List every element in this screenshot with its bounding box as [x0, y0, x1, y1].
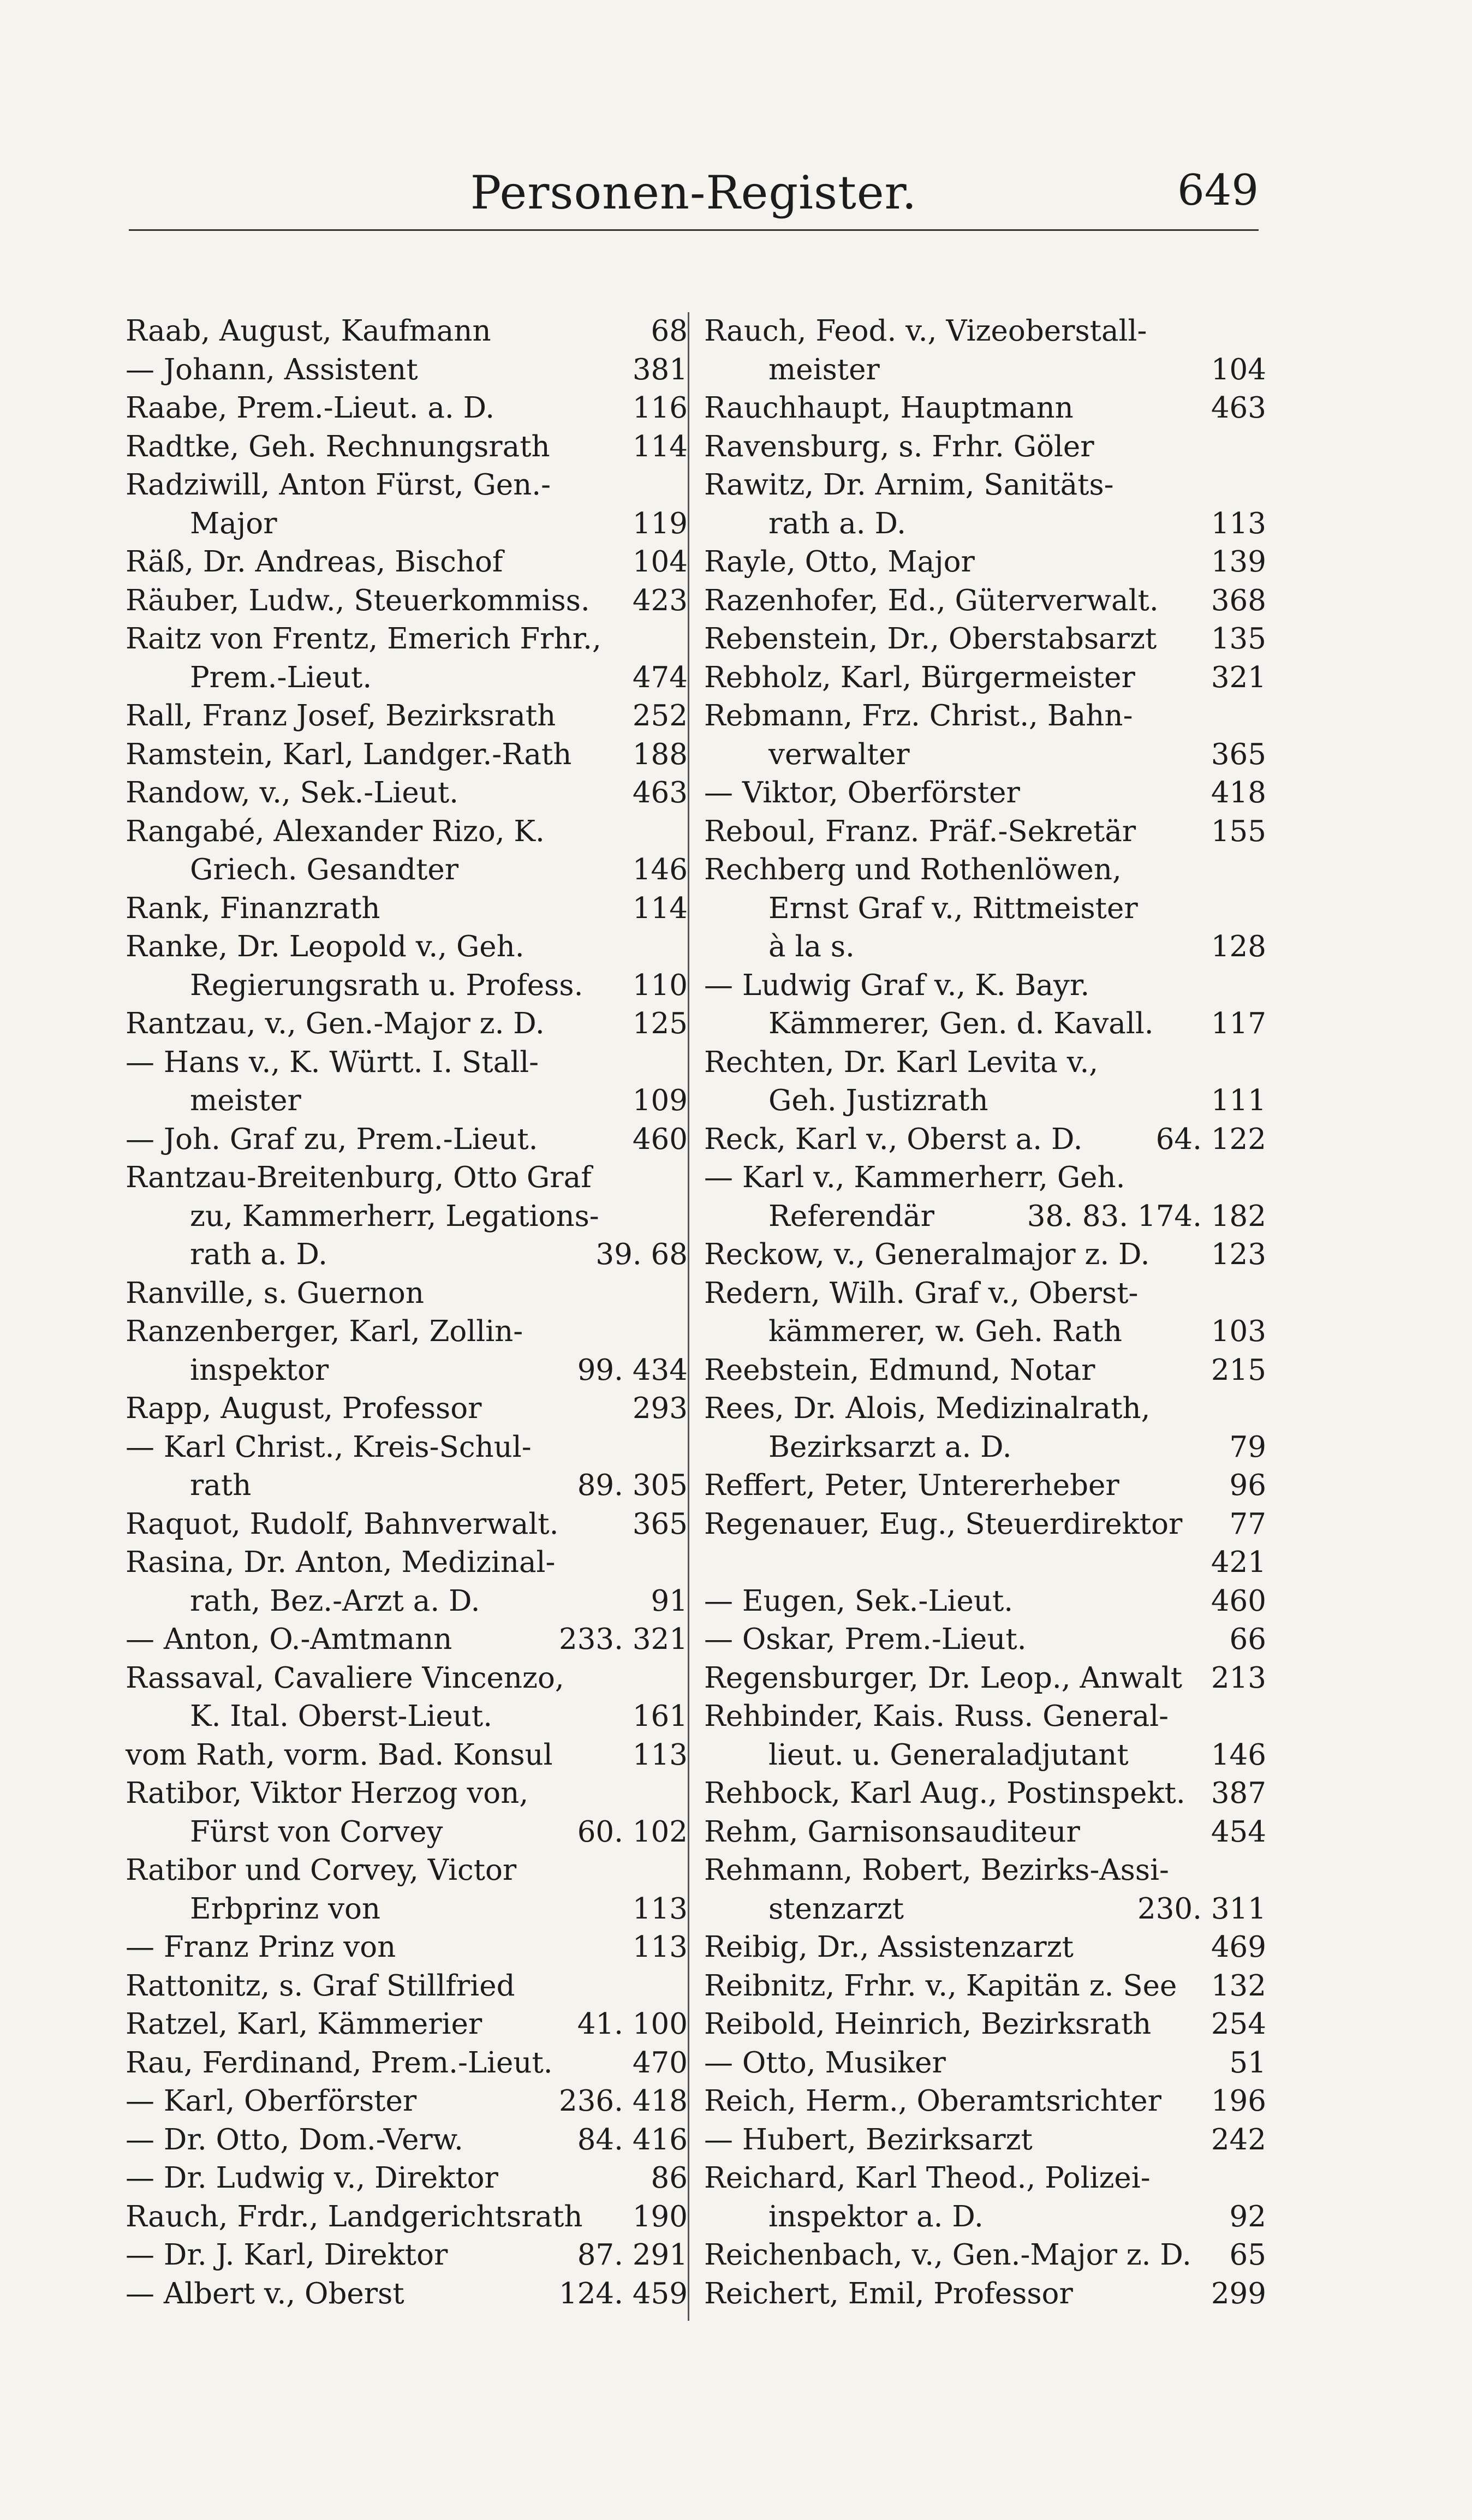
entry-pages: 109 — [632, 1084, 688, 1117]
entry-text: — Karl v., Kammerherr, Geh. — [704, 1161, 1125, 1194]
entry-text: — Karl, Oberförster — [126, 2084, 417, 2118]
entry-text: Rayle, Otto, Major — [704, 545, 975, 579]
register-line — [126, 1582, 688, 1621]
entry-text: — Karl Christ., Kreis-Schul- — [126, 1430, 532, 1464]
entry-pages: 86 — [651, 2161, 688, 2195]
register-line — [704, 2159, 1266, 2198]
entry-pages: 293 — [632, 1392, 688, 1425]
entry-pages: 96 — [1229, 1469, 1266, 1502]
entry-text: Reichenbach, v., Gen.-Major z. D. — [704, 2238, 1191, 2272]
entry-pages: 68 — [651, 314, 688, 348]
register-line — [704, 2082, 1266, 2121]
register-line — [126, 659, 688, 698]
register-line — [704, 1082, 1266, 1121]
entry-pages: 60. 102 — [577, 1815, 688, 1849]
entry-text: zu, Kammerherr, Legations- — [190, 1199, 599, 1233]
entry-pages: 368 — [1211, 583, 1266, 617]
entry-text: Reffert, Peter, Untererheber — [704, 1469, 1119, 1502]
entry-pages: 421 — [1211, 1546, 1266, 1579]
entry-text: Referendär — [768, 1199, 934, 1233]
register-line — [704, 1928, 1266, 1967]
register-line — [704, 1313, 1266, 1351]
right-column — [704, 312, 1266, 2313]
entry-pages: 99. 434 — [577, 1353, 688, 1387]
register-line — [126, 2275, 688, 2314]
register-line — [126, 1621, 688, 1659]
entry-pages: 190 — [632, 2200, 688, 2233]
entry-text: Ranzenberger, Karl, Zollin- — [126, 1315, 523, 1348]
register-line — [704, 312, 1266, 351]
entry-pages: 91 — [651, 1584, 688, 1618]
entry-text: rath, Bez.-Arzt a. D. — [190, 1584, 480, 1618]
register-line — [704, 1774, 1266, 1813]
entry-pages: 125 — [632, 1007, 688, 1040]
entry-pages: 454 — [1211, 1815, 1266, 1849]
entry-pages: 161 — [632, 1700, 688, 1733]
entry-text: — Dr. Otto, Dom.-Verw. — [126, 2123, 463, 2156]
entry-text: — Otto, Musiker — [704, 2046, 946, 2080]
entry-text: Randow, v., Sek.-Lieut. — [126, 776, 458, 809]
entry-pages: 236. 418 — [558, 2084, 688, 2118]
entry-text: Fürst von Corvey — [190, 1815, 443, 1849]
entry-pages: 135 — [1211, 622, 1266, 656]
entry-text: Raquot, Rudolf, Bahnverwalt. — [126, 1507, 559, 1541]
register-line — [704, 2044, 1266, 2083]
entry-pages: 460 — [1211, 1584, 1266, 1618]
entry-text: Rebholz, Karl, Bürgermeister — [704, 660, 1135, 694]
register-line — [704, 1274, 1266, 1313]
register-line — [704, 928, 1266, 967]
register-line — [704, 1890, 1266, 1929]
register-line — [126, 2159, 688, 2198]
entry-text: Major — [190, 507, 277, 540]
register-line — [126, 582, 688, 621]
register-line — [704, 697, 1266, 736]
register-line — [126, 813, 688, 851]
register-line — [126, 1121, 688, 1159]
register-line — [126, 1544, 688, 1582]
entry-text: Rehm, Garnisonsauditeur — [704, 1815, 1080, 1849]
register-line — [704, 1505, 1266, 1544]
entry-text: Bezirksarzt a. D. — [768, 1430, 1012, 1464]
entry-text: Rebenstein, Dr., Oberstabsarzt — [704, 622, 1157, 656]
entry-text: Rauch, Frdr., Landgerichtsrath — [126, 2200, 583, 2233]
entry-pages: 463 — [1211, 391, 1266, 425]
register-line — [126, 1044, 688, 1082]
entry-text: Rebmann, Frz. Christ., Bahn- — [704, 699, 1133, 732]
register-line — [704, 1159, 1266, 1198]
entry-text: Rattonitz, s. Graf Stillfried — [126, 1969, 515, 2003]
entry-pages: 104 — [1211, 353, 1266, 386]
entry-text: Ramstein, Karl, Landger.-Rath — [126, 737, 572, 771]
entry-text: Radziwill, Anton Fürst, Gen.- — [126, 468, 551, 502]
entry-text: — Joh. Graf zu, Prem.-Lieut. — [126, 1122, 538, 1156]
entry-pages: 230. 311 — [1137, 1892, 1266, 1926]
entry-pages: 38. 83. 174. 182 — [1027, 1199, 1266, 1233]
register-line — [126, 967, 688, 1005]
entry-text: stenzarzt — [768, 1892, 904, 1926]
register-line — [704, 1005, 1266, 1044]
entry-pages: 365 — [632, 1507, 688, 1541]
register-line — [704, 2275, 1266, 2314]
entry-text: Prem.-Lieut. — [190, 660, 372, 694]
entry-text: Rehmann, Robert, Bezirks-Assi- — [704, 1854, 1169, 1887]
register-line — [126, 2044, 688, 2083]
register-line — [126, 1467, 688, 1505]
entry-pages: 233. 321 — [558, 1623, 688, 1656]
entry-pages: 299 — [1211, 2277, 1266, 2310]
entry-text: Reckow, v., Generalmajor z. D. — [704, 1238, 1150, 1271]
register-line — [126, 1428, 688, 1467]
register-line — [704, 1390, 1266, 1428]
left-column — [126, 312, 688, 2313]
entry-text: Geh. Justizrath — [768, 1084, 988, 1117]
register-line — [704, 1621, 1266, 1659]
entry-pages: 92 — [1229, 2200, 1266, 2233]
entry-pages: 113 — [632, 1892, 688, 1926]
entry-text: Ratzel, Karl, Kämmerier — [126, 2007, 482, 2041]
entry-text: Griech. Gesandter — [190, 853, 459, 886]
entry-text: — Hubert, Bezirksarzt — [704, 2123, 1033, 2156]
entry-text: — Dr. Ludwig v., Direktor — [126, 2161, 498, 2195]
entry-pages: 119 — [632, 507, 688, 540]
register-line — [126, 1505, 688, 1544]
entry-pages: 213 — [1211, 1661, 1266, 1695]
entry-pages: 114 — [632, 891, 688, 925]
entry-text: — Hans v., K. Württ. I. Stall- — [126, 1045, 539, 1079]
entry-text: Rasina, Dr. Anton, Medizinal- — [126, 1546, 556, 1579]
entry-text: verwalter — [768, 737, 910, 771]
entry-pages: 254 — [1211, 2007, 1266, 2041]
entry-text: Reebstein, Edmund, Notar — [704, 1353, 1095, 1387]
register-line — [126, 389, 688, 428]
entry-pages: 66 — [1229, 1623, 1266, 1656]
entry-text: Ranville, s. Guernon — [126, 1276, 424, 1310]
entry-text: Radtke, Geh. Rechnungsrath — [126, 430, 550, 463]
entry-pages: 114 — [632, 430, 688, 463]
entry-pages: 146 — [1211, 1738, 1266, 1772]
entry-pages: 117 — [1211, 1007, 1266, 1040]
register-line — [126, 890, 688, 928]
register-line — [704, 389, 1266, 428]
register-line — [126, 1082, 688, 1121]
register-line — [704, 1044, 1266, 1082]
entry-pages: 79 — [1229, 1430, 1266, 1464]
entry-text: — Albert v., Oberst — [126, 2277, 404, 2310]
entry-pages: 51 — [1229, 2046, 1266, 2080]
entry-text: Reibig, Dr., Assistenzarzt — [704, 1931, 1074, 1964]
entry-text: Raabe, Prem.-Lieut. a. D. — [126, 391, 495, 425]
entry-text: Rassaval, Cavaliere Vincenzo, — [126, 1661, 564, 1695]
register-line — [126, 1659, 688, 1698]
entry-pages: 463 — [632, 776, 688, 809]
entry-text: — Ludwig Graf v., K. Bayr. — [704, 968, 1090, 1002]
entry-text: Rall, Franz Josef, Bezirksrath — [126, 699, 556, 732]
entry-pages: 104 — [632, 545, 688, 579]
entry-text: Reichert, Emil, Professor — [704, 2277, 1073, 2310]
entry-pages: 460 — [632, 1122, 688, 1156]
register-line — [126, 1236, 688, 1274]
entry-text: Redern, Wilh. Graf v., Oberst- — [704, 1276, 1139, 1310]
register-line — [126, 505, 688, 544]
register-line — [126, 928, 688, 967]
entry-pages: 128 — [1211, 930, 1266, 963]
entry-text: Regensburger, Dr. Leop., Anwalt — [704, 1661, 1183, 1695]
register-line — [126, 1851, 688, 1890]
column-divider — [688, 312, 689, 2321]
register-line — [704, 620, 1266, 659]
entry-pages: 188 — [632, 737, 688, 771]
entry-text: Rantzau, v., Gen.-Major z. D. — [126, 1007, 545, 1040]
register-line — [704, 466, 1266, 505]
entry-text: — Dr. J. Karl, Direktor — [126, 2238, 448, 2272]
register-line — [704, 2198, 1266, 2237]
page-number: 649 — [1177, 166, 1259, 215]
entry-text: rath a. D. — [768, 507, 906, 540]
register-line — [704, 1467, 1266, 1505]
entry-pages: 113 — [1211, 507, 1266, 540]
entry-pages: 103 — [1211, 1315, 1266, 1348]
entry-pages: 423 — [632, 583, 688, 617]
register-line — [704, 813, 1266, 851]
register-line — [126, 736, 688, 775]
register-line — [126, 697, 688, 736]
entry-text: Raab, August, Kaufmann — [126, 314, 491, 348]
register-line — [126, 2236, 688, 2275]
register-line — [126, 620, 688, 659]
register-line — [126, 1198, 688, 1236]
register-line — [126, 543, 688, 582]
entry-pages: 139 — [1211, 545, 1266, 579]
entry-text: Ravensburg, s. Frhr. Göler — [704, 430, 1094, 463]
register-line — [126, 2198, 688, 2237]
entry-text: Rauchhaupt, Hauptmann — [704, 391, 1074, 425]
register-line — [704, 1428, 1266, 1467]
entry-text: rath a. D. — [190, 1238, 327, 1271]
entry-text: vom Rath, vorm. Bad. Konsul — [126, 1738, 553, 1772]
entry-pages: 39. 68 — [595, 1238, 688, 1271]
entry-text: Räß, Dr. Andreas, Bischof — [126, 545, 503, 579]
entry-text: lieut. u. Generaladjutant — [768, 1738, 1129, 1772]
register-line — [704, 582, 1266, 621]
entry-pages: 123 — [1211, 1238, 1266, 1271]
entry-pages: 124. 459 — [558, 2277, 688, 2310]
register-line — [126, 851, 688, 890]
entry-pages: 252 — [632, 699, 688, 732]
register-line — [126, 2121, 688, 2160]
entry-text: Rauch, Feod. v., Vizeoberstall- — [704, 314, 1147, 348]
register-line — [704, 428, 1266, 467]
entry-text: Rank, Finanzrath — [126, 891, 380, 925]
entry-text: kämmerer, w. Geh. Rath — [768, 1315, 1122, 1348]
register-line — [704, 1544, 1266, 1582]
entry-text: Ernst Graf v., Rittmeister — [768, 891, 1138, 925]
entry-text: Rapp, August, Professor — [126, 1392, 482, 1425]
entry-pages: 113 — [632, 1738, 688, 1772]
register-line — [704, 736, 1266, 775]
entry-text: Rees, Dr. Alois, Medizinalrath, — [704, 1392, 1151, 1425]
entry-pages: 113 — [632, 1931, 688, 1964]
entry-text: Reibold, Heinrich, Bezirksrath — [704, 2007, 1152, 2041]
register-line — [704, 505, 1266, 544]
page-title: Personen-Register. — [470, 166, 917, 219]
entry-text: Ratibor und Corvey, Victor — [126, 1854, 517, 1887]
register-line — [704, 543, 1266, 582]
entry-pages: 132 — [1211, 1969, 1266, 2003]
entry-text: Rantzau-Breitenburg, Otto Graf — [126, 1161, 592, 1194]
entry-pages: 41. 100 — [577, 2007, 688, 2041]
entry-text: Reboul, Franz. Präf.-Sekretär — [704, 814, 1136, 848]
entry-text: meister — [768, 353, 880, 386]
entry-text: — Viktor, Oberförster — [704, 776, 1020, 809]
entry-pages: 155 — [1211, 814, 1266, 848]
register-line — [126, 2005, 688, 2044]
register-line — [704, 851, 1266, 890]
register-line — [126, 1813, 688, 1852]
entry-pages: 65 — [1229, 2238, 1266, 2272]
entry-pages: 110 — [632, 968, 688, 1002]
register-line — [126, 1890, 688, 1929]
entry-text: Kämmerer, Gen. d. Kavall. — [768, 1007, 1154, 1040]
entry-pages: 111 — [1211, 1084, 1266, 1117]
register-line — [704, 1198, 1266, 1236]
register-line — [704, 1736, 1266, 1775]
entry-pages: 116 — [632, 391, 688, 425]
entry-text: Raitz von Frentz, Emerich Frhr., — [126, 622, 601, 656]
register-line — [126, 1390, 688, 1428]
entry-pages: 321 — [1211, 660, 1266, 694]
register-line — [126, 2082, 688, 2121]
entry-text: Reich, Herm., Oberamtsrichter — [704, 2084, 1161, 2118]
entry-text: Rawitz, Dr. Arnim, Sanitäts- — [704, 468, 1114, 502]
register-line — [126, 1736, 688, 1775]
register-line — [704, 967, 1266, 1005]
register-line — [126, 312, 688, 351]
entry-pages: 242 — [1211, 2123, 1266, 2156]
entry-pages: 77 — [1229, 1507, 1266, 1541]
entry-pages: 469 — [1211, 1931, 1266, 1964]
register-line — [704, 890, 1266, 928]
entry-pages: 387 — [1211, 1777, 1266, 1810]
entry-text: Rechten, Dr. Karl Levita v., — [704, 1045, 1099, 1079]
register-line — [704, 1659, 1266, 1698]
entry-text: inspektor — [190, 1353, 329, 1387]
register-line — [704, 774, 1266, 813]
entry-text: Rehbinder, Kais. Russ. General- — [704, 1700, 1169, 1733]
entry-pages: 418 — [1211, 776, 1266, 809]
register-line — [704, 1697, 1266, 1736]
register-line — [126, 1928, 688, 1967]
entry-text: — Oskar, Prem.-Lieut. — [704, 1623, 1027, 1656]
entry-text: Reibnitz, Frhr. v., Kapitän z. See — [704, 1969, 1177, 2003]
entry-text: à la s. — [768, 930, 855, 963]
register-line — [126, 351, 688, 390]
entry-text: Erbprinz von — [190, 1892, 381, 1926]
entry-pages: 64. 122 — [1155, 1122, 1266, 1156]
entry-text: Reichard, Karl Theod., Polizei- — [704, 2161, 1151, 2195]
entry-text: Regierungsrath u. Profess. — [190, 968, 583, 1002]
page-header — [129, 158, 1259, 231]
entry-text: Rau, Ferdinand, Prem.-Lieut. — [126, 2046, 553, 2080]
entry-text: Rehbock, Karl Aug., Postinspekt. — [704, 1777, 1185, 1810]
entry-text: Räuber, Ludw., Steuerkommiss. — [126, 583, 590, 617]
entry-text: Rangabé, Alexander Rizo, K. — [126, 814, 545, 848]
register-line — [126, 774, 688, 813]
entry-pages: 381 — [632, 353, 688, 386]
register-line — [704, 659, 1266, 698]
entry-pages: 215 — [1211, 1353, 1266, 1387]
entry-text: — Franz Prinz von — [126, 1931, 396, 1964]
register-line — [704, 1851, 1266, 1890]
register-line — [126, 1005, 688, 1044]
entry-text: rath — [190, 1469, 252, 1502]
register-line — [126, 1351, 688, 1390]
register-line — [126, 1274, 688, 1313]
register-line — [704, 351, 1266, 390]
register-line — [126, 1313, 688, 1351]
register-line — [126, 466, 688, 505]
entry-text: inspektor a. D. — [768, 2200, 984, 2233]
register-line — [704, 2236, 1266, 2275]
entry-pages: 87. 291 — [577, 2238, 688, 2272]
register-columns — [126, 312, 1266, 2430]
entry-pages: 146 — [632, 853, 688, 886]
entry-pages: 196 — [1211, 2084, 1266, 2118]
entry-text: K. Ital. Oberst-Lieut. — [190, 1700, 493, 1733]
register-line — [126, 428, 688, 467]
register-line — [704, 1351, 1266, 1390]
register-line — [704, 1967, 1266, 2006]
entry-text: Ranke, Dr. Leopold v., Geh. — [126, 930, 525, 963]
entry-pages: 89. 305 — [577, 1469, 688, 1502]
register-line — [126, 1159, 688, 1198]
entry-text: Ratibor, Viktor Herzog von, — [126, 1777, 529, 1810]
register-line — [126, 1967, 688, 2006]
register-line — [704, 1121, 1266, 1159]
entry-pages: 474 — [632, 660, 688, 694]
register-line — [126, 1774, 688, 1813]
register-line — [704, 2121, 1266, 2160]
register-line — [704, 1582, 1266, 1621]
entry-pages: 470 — [632, 2046, 688, 2080]
entry-text: — Eugen, Sek.-Lieut. — [704, 1584, 1014, 1618]
register-line — [704, 1236, 1266, 1274]
entry-text: meister — [190, 1084, 301, 1117]
register-line — [126, 1697, 688, 1736]
entry-text: Reck, Karl v., Oberst a. D. — [704, 1122, 1083, 1156]
register-line — [704, 2005, 1266, 2044]
entry-pages: 365 — [1211, 737, 1266, 771]
entry-text: Razenhofer, Ed., Güterverwalt. — [704, 583, 1159, 617]
entry-text: — Anton, O.-Amtmann — [126, 1623, 452, 1656]
entry-text: — Johann, Assistent — [126, 353, 418, 386]
register-line — [704, 1813, 1266, 1852]
entry-text: Regenauer, Eug., Steuerdirektor — [704, 1507, 1183, 1541]
entry-pages: 84. 416 — [577, 2123, 688, 2156]
entry-text: Rechberg und Rothenlöwen, — [704, 853, 1122, 886]
